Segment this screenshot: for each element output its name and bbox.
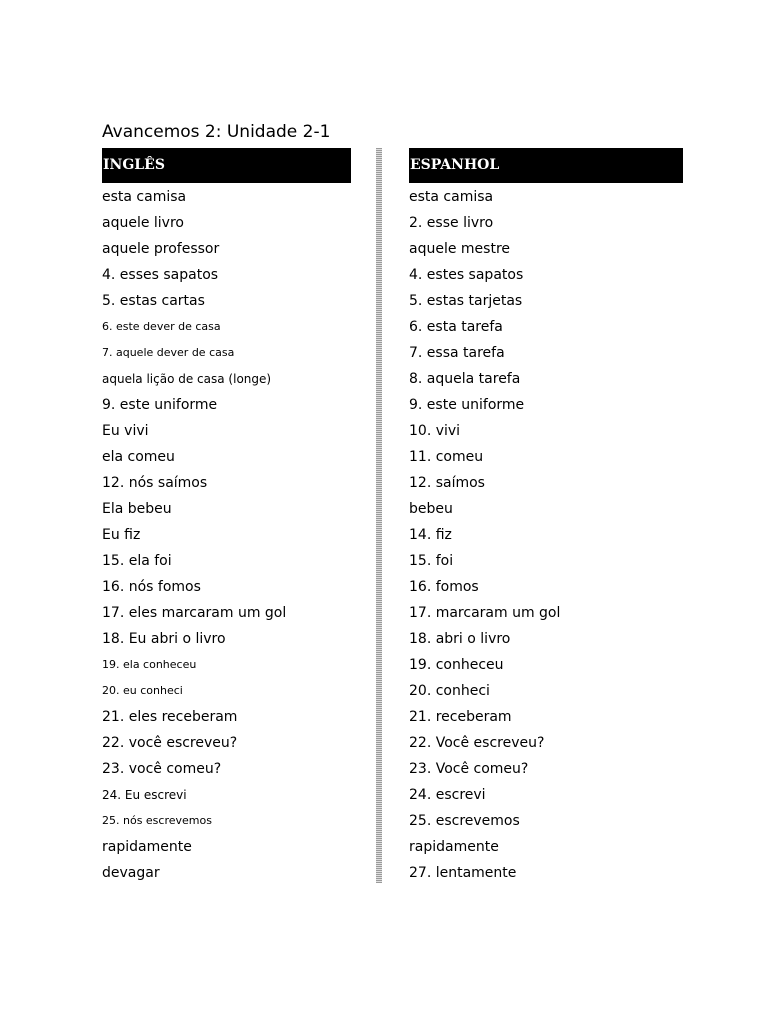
spanish-list-item: 15. foi [409,553,454,569]
english-list-item: rapidamente [102,839,192,855]
page-title: Avancemos 2: Unidade 2-1 [102,122,331,142]
english-list-item: Ela bebeu [102,501,172,517]
spanish-list-item: 12. saímos [409,475,485,491]
english-list-item: 19. ela conheceu [102,658,197,671]
english-list-item: 20. eu conheci [102,684,183,697]
column-divider [376,148,382,883]
english-list-item: Eu vivi [102,423,149,439]
spanish-list-item: 19. conheceu [409,657,504,673]
english-list-item: 22. você escreveu? [102,735,238,751]
english-list-item: 6. este dever de casa [102,320,221,333]
spanish-list-item: 7. essa tarefa [409,345,505,361]
spanish-list-item: 6. esta tarefa [409,319,503,335]
spanish-list-item: 10. vivi [409,423,461,439]
english-list-item: 15. ela foi [102,553,172,569]
english-list-item: aquele livro [102,215,184,231]
spanish-list-item: 25. escrevemos [409,813,520,829]
english-list [102,184,351,886]
english-list-item: 25. nós escrevemos [102,814,212,827]
english-list-item: aquela lição de casa (longe) [102,372,272,386]
english-list-item: 21. eles receberam [102,709,238,725]
english-list-item: ela comeu [102,449,175,465]
spanish-list-item: 2. esse livro [409,215,494,231]
english-list-item: 7. aquele dever de casa [102,346,235,359]
spanish-list [409,184,683,886]
english-column-header: INGLÊS [102,148,351,183]
spanish-list-item: 27. lentamente [409,865,517,881]
english-list-item: 24. Eu escrevi [102,788,187,802]
english-list-item: 18. Eu abri o livro [102,631,226,647]
english-list-item: 4. esses sapatos [102,267,219,283]
spanish-list-item: 17. marcaram um gol [409,605,561,621]
spanish-column [409,148,683,886]
spanish-list-item: aquele mestre [409,241,511,257]
english-list-item: esta camisa [102,189,187,205]
spanish-list-item: 18. abri o livro [409,631,511,647]
spanish-list-item: 20. conheci [409,683,490,699]
spanish-list-item: 5. estas tarjetas [409,293,523,309]
spanish-column-header: ESPANHOL [409,148,683,183]
english-list-item: 12. nós saímos [102,475,208,491]
spanish-list-item: bebeu [409,501,453,517]
english-list-item: 5. estas cartas [102,293,205,309]
english-list-item: devagar [102,865,160,881]
english-list-item: aquele professor [102,241,220,257]
spanish-list-item: 8. aquela tarefa [409,371,521,387]
spanish-list-item: 16. fomos [409,579,479,595]
spanish-list-item: esta camisa [409,189,494,205]
spanish-list-item: 23. Você comeu? [409,761,529,777]
english-list-item: 9. este uniforme [102,397,218,413]
english-column [102,148,351,886]
spanish-list-item: 22. Você escreveu? [409,735,545,751]
spanish-list-item: 11. comeu [409,449,484,465]
spanish-list-item: 24. escrevi [409,787,486,803]
english-list-item: 16. nós fomos [102,579,201,595]
spanish-list-item: 4. estes sapatos [409,267,524,283]
english-list-item: 17. eles marcaram um gol [102,605,287,621]
english-list-item: 23. você comeu? [102,761,222,777]
spanish-list-item: 21. receberam [409,709,512,725]
english-list-item: Eu fiz [102,527,141,543]
spanish-list-item: rapidamente [409,839,499,855]
spanish-list-item: 9. este uniforme [409,397,525,413]
spanish-list-item: 14. fiz [409,527,452,543]
